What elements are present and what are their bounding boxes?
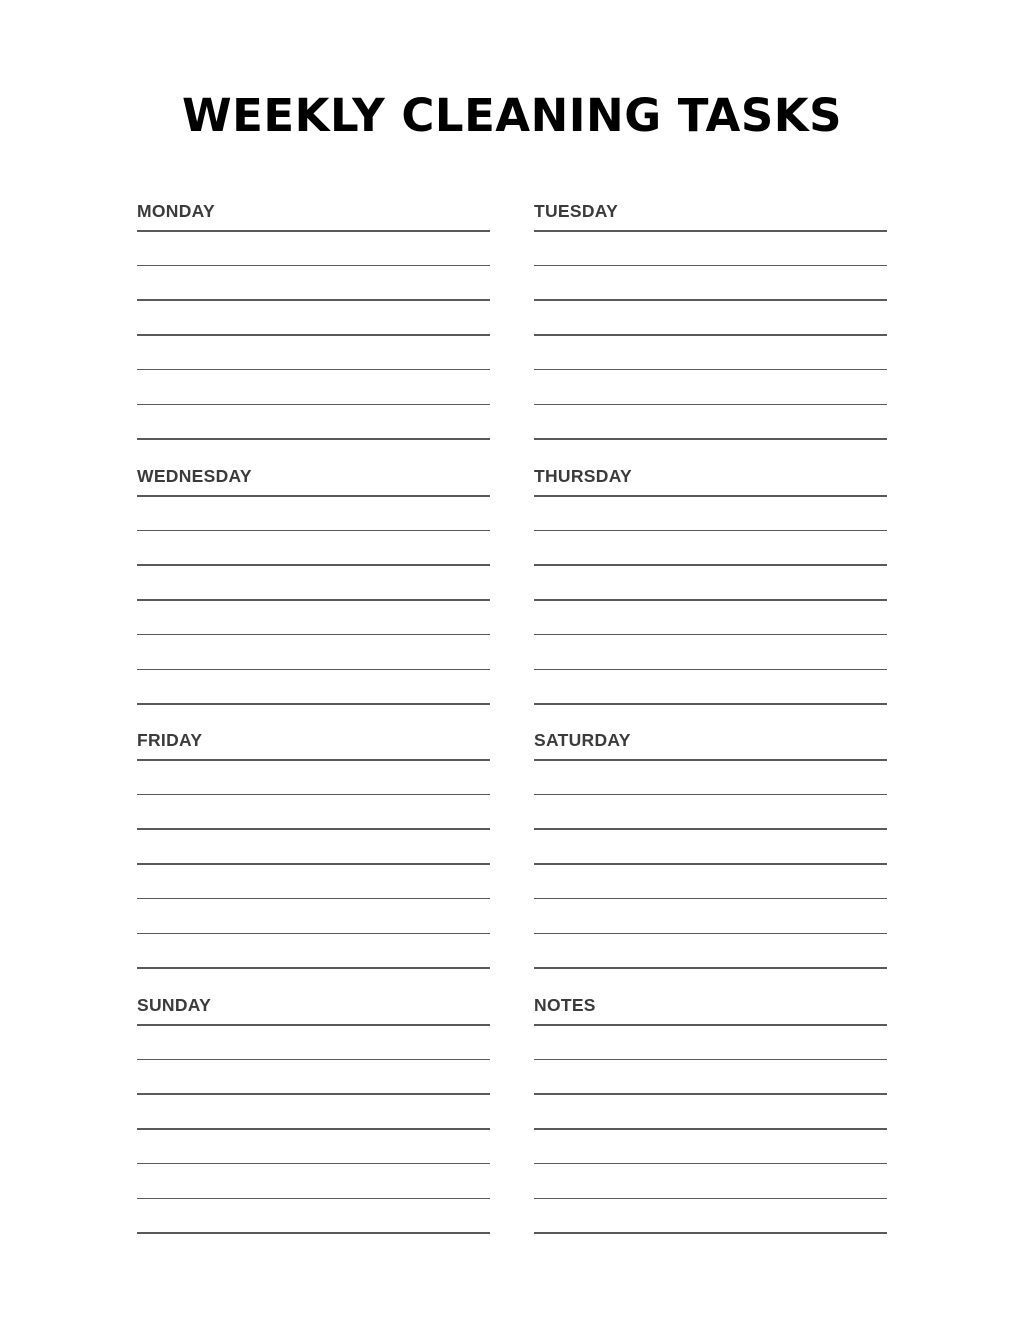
heading-underline <box>534 230 887 232</box>
section-heading: NOTES <box>534 995 596 1015</box>
writing-line[interactable] <box>137 1059 490 1061</box>
writing-line[interactable] <box>534 599 887 601</box>
section-heading: MONDAY <box>137 201 215 221</box>
writing-line[interactable] <box>534 404 887 406</box>
writing-line[interactable] <box>137 299 490 301</box>
heading-underline <box>137 759 490 761</box>
writing-line[interactable] <box>534 530 887 532</box>
writing-line[interactable] <box>534 334 887 336</box>
writing-line[interactable] <box>534 1163 887 1165</box>
heading-underline <box>137 1024 490 1026</box>
writing-line[interactable] <box>137 1128 490 1130</box>
writing-line[interactable] <box>534 438 887 440</box>
writing-line[interactable] <box>534 265 887 267</box>
writing-line[interactable] <box>137 828 490 830</box>
section-heading: WEDNESDAY <box>137 466 252 486</box>
writing-line[interactable] <box>137 530 490 532</box>
writing-line[interactable] <box>137 564 490 566</box>
heading-underline <box>534 1024 887 1026</box>
writing-line[interactable] <box>534 863 887 865</box>
section-heading: SATURDAY <box>534 730 631 750</box>
writing-line[interactable] <box>534 1232 887 1234</box>
writing-line[interactable] <box>534 933 887 935</box>
heading-underline <box>137 495 490 497</box>
writing-line[interactable] <box>137 1163 490 1165</box>
writing-line[interactable] <box>534 1128 887 1130</box>
writing-line[interactable] <box>534 1198 887 1200</box>
section-heading: FRIDAY <box>137 730 203 750</box>
writing-line[interactable] <box>137 334 490 336</box>
writing-line[interactable] <box>137 599 490 601</box>
writing-line[interactable] <box>534 669 887 671</box>
heading-underline <box>534 495 887 497</box>
writing-line[interactable] <box>137 669 490 671</box>
writing-line[interactable] <box>137 265 490 267</box>
heading-underline <box>534 759 887 761</box>
writing-line[interactable] <box>137 634 490 636</box>
writing-line[interactable] <box>534 1093 887 1095</box>
writing-line[interactable] <box>534 564 887 566</box>
writing-line[interactable] <box>137 967 490 969</box>
section-heading: SUNDAY <box>137 995 212 1015</box>
writing-line[interactable] <box>534 967 887 969</box>
writing-line[interactable] <box>137 404 490 406</box>
writing-line[interactable] <box>137 794 490 796</box>
writing-line[interactable] <box>534 299 887 301</box>
writing-line[interactable] <box>137 703 490 705</box>
writing-line[interactable] <box>534 898 887 900</box>
writing-line[interactable] <box>137 438 490 440</box>
page-title: WEEKLY CLEANING TASKS <box>181 89 843 142</box>
writing-line[interactable] <box>137 863 490 865</box>
writing-line[interactable] <box>137 1198 490 1200</box>
section-heading: THURSDAY <box>534 466 633 486</box>
writing-line[interactable] <box>534 369 887 371</box>
writing-line[interactable] <box>534 1059 887 1061</box>
writing-line[interactable] <box>534 794 887 796</box>
writing-line[interactable] <box>534 634 887 636</box>
writing-line[interactable] <box>137 933 490 935</box>
writing-line[interactable] <box>137 1232 490 1234</box>
section-heading: TUESDAY <box>534 201 619 221</box>
writing-line[interactable] <box>137 898 490 900</box>
writing-line[interactable] <box>137 369 490 371</box>
writing-line[interactable] <box>534 828 887 830</box>
heading-underline <box>137 230 490 232</box>
writing-line[interactable] <box>534 703 887 705</box>
writing-line[interactable] <box>137 1093 490 1095</box>
